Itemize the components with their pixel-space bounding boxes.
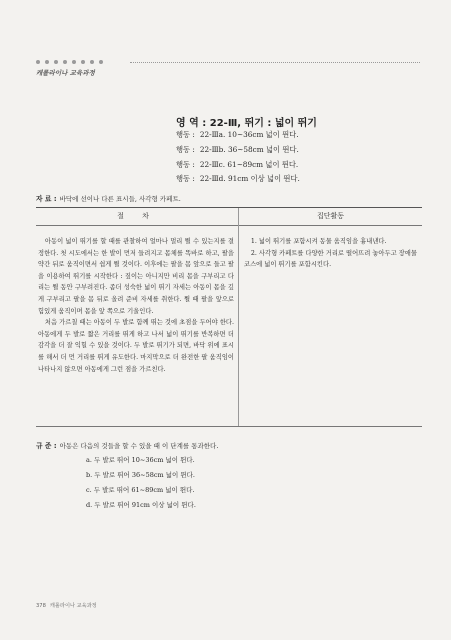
procedure-paragraph: 아동이 넓이 뛰기를 할 때를 관찰하여 얼마나 멀리 뛸 수 있는지를 결정한다. 첫 시도에서는 한 발이 먼저 들려지고 몸체를 똑바로 하고, 팔을 약간 뒤로 움직이면서 쉽게 뛸 것이다. 이후에는 팔을 몸 앞으로 들고 팔을 이용하여 뛰기를 시작한다 : 짚이는 아니지만 비리 몸을 구부리고 다리는 뛸 동안 구부려진다. 좀더 성숙한 넓이 뛰기 자세는 아동이 몸을 깊게 구부리고 팔을 몸 뒤로 올려 준비 자세를 취한다. 뛸 때 팔을 앞으로 힘있게 움직이며 몸을 앞 쪽으로 기울인다. [38, 238, 234, 315]
behavior-item [176, 128, 300, 143]
activities-column-header: 집단활동 [316, 212, 345, 220]
criteria-list [86, 453, 196, 513]
dot [63, 60, 67, 64]
criteria-item: d. 두 발로 뛰어 91cm 이상 넓이 뛴다. [86, 501, 196, 509]
procedure-paragraph: 처음 가르칠 때는 아동이 두 발로 함께 뛰는 것에 초점을 두어야 한다. 아동에게 두 발로 짧은 거리를 뛰게 하고 나서 넓이 뛰기를 반복하면 더 감각을 더 잘 익힐 수 있을 것이다. 두 발로 뛰기가 되면, 바닥 위에 표시를 해서 더 먼 거리를 뛰게 유도한다. 마지막으로 더 완전한 팔 움직임이 나타나지 않으면 아동에게 그런 점을 가르친다. [38, 319, 234, 373]
header-dots [36, 60, 103, 64]
dot [81, 60, 85, 64]
activity-item: 2. 사각형 카페트를 다양한 거리로 떨어뜨려 놓아두고 장애물 코스에 넓이 뛰기를 포함시킨다. [244, 249, 417, 269]
behavior-text: 22-Ⅲd. 91cm 이상 넓이 뛴다. [199, 174, 300, 184]
dot [99, 60, 103, 64]
criteria-label: 규 준 : [36, 442, 57, 450]
column-divider [238, 208, 239, 426]
behavior-item [176, 143, 300, 158]
dot [54, 60, 58, 64]
procedure-column-header: 절 차 [117, 212, 157, 220]
materials-text: 바닥에 선이나 다른 표시들, 사각형 카페트. [59, 195, 181, 203]
criteria-item: c. 두 발로 뛰어 61~89cm 넓이 뛴다. [86, 486, 195, 494]
behavior-item [176, 158, 300, 173]
dot [45, 60, 49, 64]
table-header-row [36, 208, 422, 226]
behavior-label: 행동 : [176, 130, 195, 139]
page-footer [36, 602, 97, 609]
criteria-text: 아동은 다음의 것들을 할 수 있을 때 이 단계를 통과한다. [59, 442, 219, 450]
criteria-item: b. 두 발로 뛰어 36~58cm 넓이 뛴다. [86, 471, 195, 479]
criteria-line [36, 440, 218, 450]
behavior-label: 행동 : [176, 159, 195, 169]
procedure-table [36, 207, 422, 427]
behavior-list [176, 128, 300, 187]
materials-label: 자 료 : [36, 195, 57, 203]
materials-line [36, 193, 181, 203]
page-number: 378 [36, 603, 46, 609]
dot [90, 60, 94, 64]
behavior-item [176, 172, 300, 187]
area-title: 영 역 : 22-Ⅲ, 뛰기 : 넓이 뛰기 [176, 118, 317, 129]
behavior-text: 22-Ⅲa. 10~36cm 넓이 뛴다. [199, 130, 299, 139]
behavior-text: 22-Ⅲc. 61~89cm 넓이 뛴다. [199, 159, 299, 169]
criteria-item: a. 두 발로 뛰어 10~36cm 넓이 뛴다. [86, 456, 195, 464]
behavior-label: 행동 : [176, 144, 195, 154]
behavior-label: 행동 : [176, 174, 195, 184]
header-divider [130, 62, 420, 63]
activity-item: 1. 넓이 뛰기를 포함시켜 동물 움직임을 흉내낸다. [250, 238, 387, 245]
running-header: 캐롤라이나 교육과정 [36, 69, 95, 77]
activities-text [244, 236, 420, 271]
procedure-text [38, 236, 234, 375]
behavior-text: 22-Ⅲb. 36~58cm 넓이 뛴다. [199, 144, 299, 154]
dot [72, 60, 76, 64]
footer-title: 캐롤라이나 교육과정 [49, 603, 97, 609]
dot [36, 60, 40, 64]
